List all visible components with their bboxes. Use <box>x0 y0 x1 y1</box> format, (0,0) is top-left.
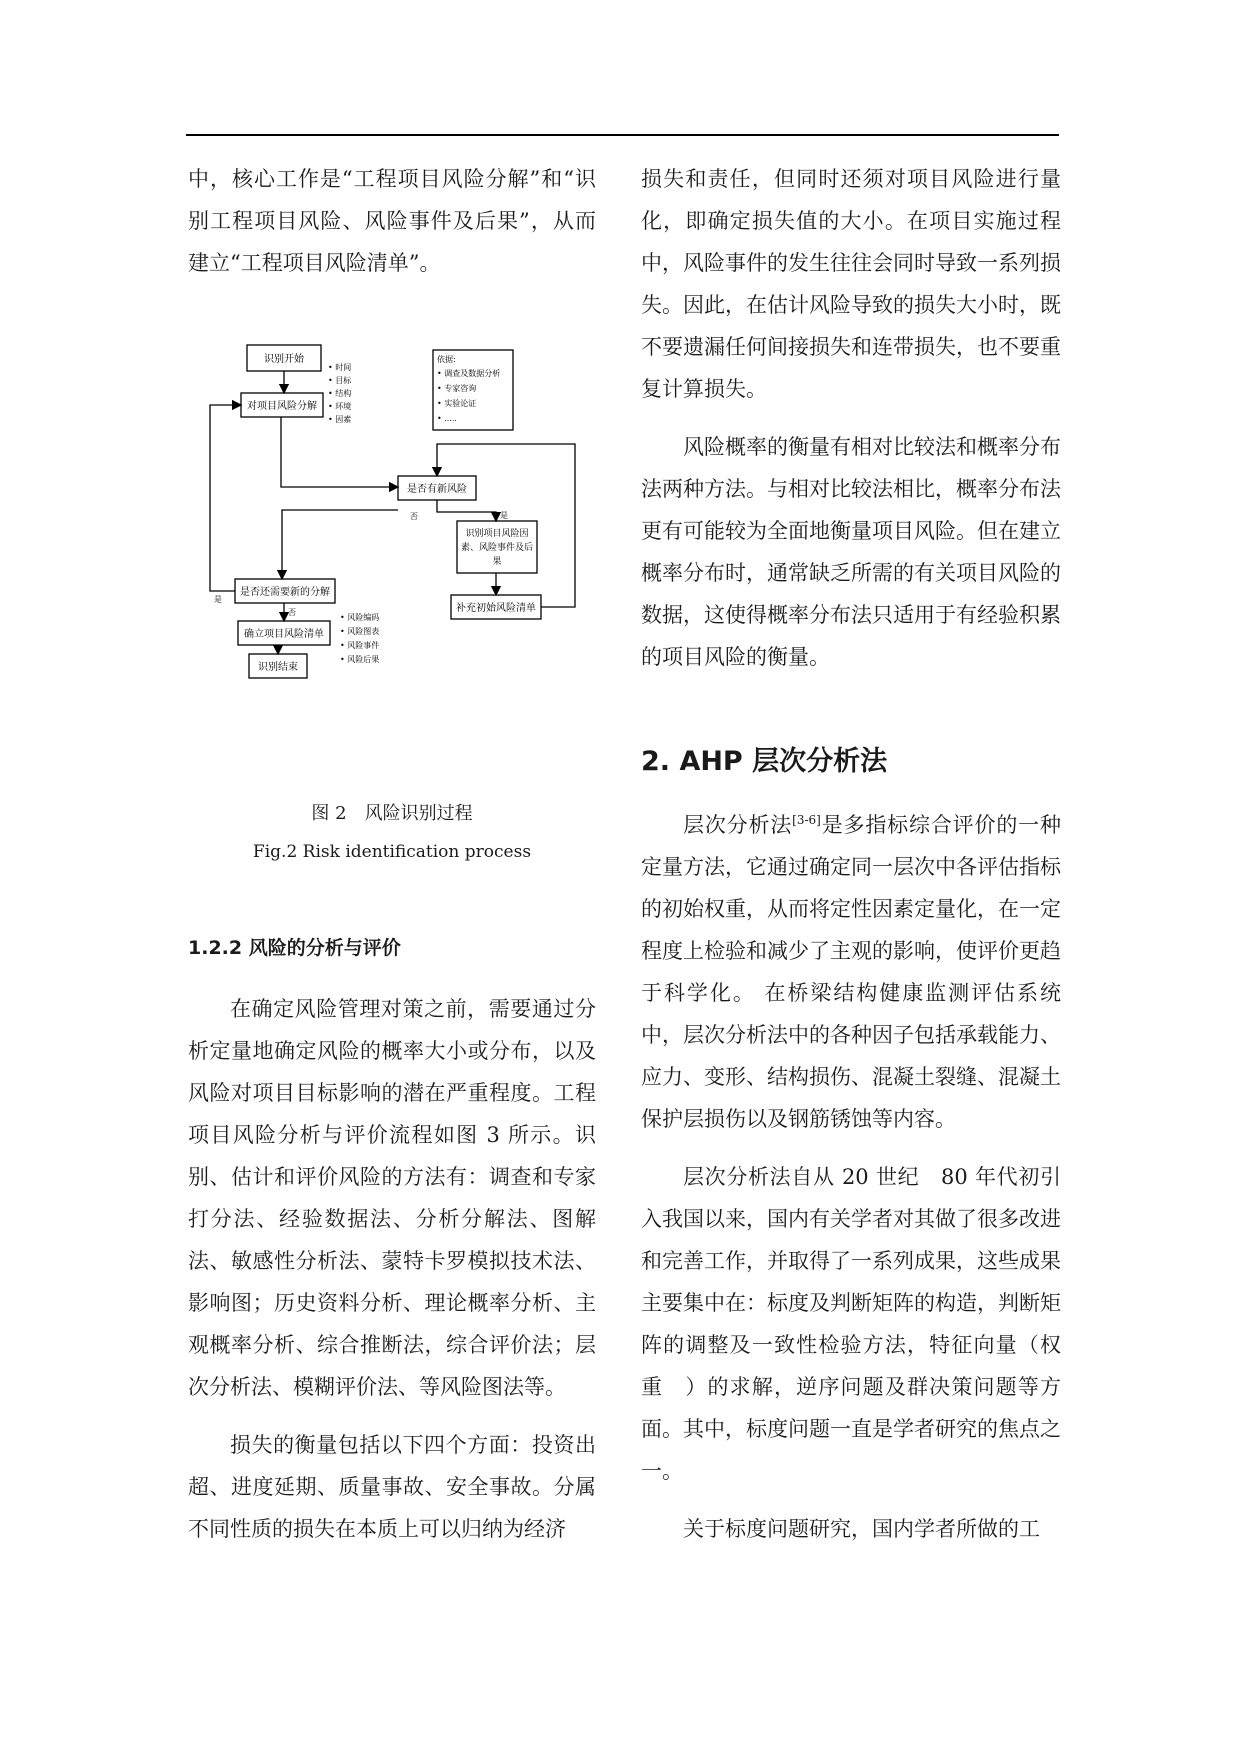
basis-item: • 实验论证 <box>437 399 477 408</box>
basis-item: • 调查及数据分析 <box>437 369 501 378</box>
citation: [3-6] <box>792 813 821 827</box>
no-label: 否 <box>288 608 296 617</box>
section-heading: 1.2.2 风险的分析与评价 <box>188 937 401 959</box>
left-list-item: • 时间 <box>328 363 352 372</box>
right-list-item: • 风险编码 <box>340 613 380 622</box>
paragraph <box>641 804 1061 1140</box>
paragraph-lead: 层次分析法 <box>683 813 793 837</box>
left-list-item: • 结构 <box>328 389 352 398</box>
paragraph: 关于标度问题研究，国内学者所做的工 <box>683 1517 1040 1541</box>
figure-caption-en: Fig.2 Risk identification process <box>252 842 532 862</box>
right-list-item: • 风险后果 <box>340 655 380 664</box>
need-decompose-label: 是否还需要新的分解 <box>240 587 330 598</box>
confirm-label: 确立项目风险清单 <box>244 629 324 640</box>
left-list-item: • 因素 <box>328 415 352 424</box>
header-rule <box>186 134 1059 136</box>
paragraph: 损失和责任，但同时还须对项目风险进行量化，即确定损失值的大小。在项目实施过程中，风险事件的发生往往会同时导致一系列损失。因此，在估计风险导致的损失大小时，既不要遗漏任何间接损失和连带损失，也不要重复计算损失。 <box>641 167 1061 401</box>
yes-label: 是 <box>214 595 222 604</box>
end-label: 识别结束 <box>258 662 298 673</box>
paragraph: 风险概率的衡量有相对比较法和概率分布法两种方法。与相对比较法相比，概率分布法更有可能较为全面地衡量项目风险。但在建立概率分布时，通常缺乏所需的有关项目风险的数据，这使得概率分布法只适用于有经验积累的项目风险的衡量。 <box>641 435 1061 669</box>
paragraph: 损失的衡量包括以下四个方面：投资出超、进度延期、质量事故、安全事故。分属不同性质的损失在本质上可以归纳为经济 <box>188 1433 596 1541</box>
left-column <box>188 158 596 1550</box>
identify-label: 识别项目风险因 <box>465 529 529 539</box>
no-label: 否 <box>410 512 418 521</box>
right-list-item: • 风险事件 <box>340 641 380 650</box>
new-risk-label: 是否有新风险 <box>407 484 467 495</box>
figure-caption-cn: 图 2 风险识别过程 <box>311 803 473 824</box>
decompose-label: 对项目风险分解 <box>247 401 317 412</box>
yes-label: 是 <box>500 511 508 520</box>
left-list-item: • 目标 <box>328 376 352 385</box>
paragraph-body: 是多指标综合评价的一种定量方法，它通过确定同一层次中各评估指标的初始权重，从而将定性因素定量化，在一定程度上检验和减少了主观的影响，使评价更趋于科学化。 在桥梁结构健康监测评估系统中，层次分析法中的各种因子包括承载能力、应力、变形、结构损伤、混凝土裂缝、混凝土保护层损伤以及钢筋锈蚀等内容。 <box>641 813 1062 1131</box>
supplement-label: 补充初始风险清单 <box>456 603 536 614</box>
paragraph: 在确定风险管理对策之前，需要通过分析定量地确定风险的概率大小或分布，以及风险对项目目标影响的潜在严重程度。工程项目风险分析与评价流程如图 3 所示。识别、估计和评价风险的方法有：调查和专家打分法、经验数据法、分析分解法、图解法、敏感性分析法、蒙特卡罗模拟技术法、影响图；历史资料分析、理论概率分析、主观概率分析、综合推断法，综合评价法；层次分析法、模糊评价法、等风险图法等。 <box>188 997 596 1399</box>
start-label: 识别开始 <box>264 354 304 365</box>
identify-label: 素、风险事件及后 <box>460 543 534 553</box>
paragraph: 层次分析法自从 20 世纪 80 年代初引入我国以来，国内有关学者对其做了很多改进和完善工作，并取得了一系列成果，这些成果主要集中在：标度及判断矩阵的构造，判断矩阵的调整及一致性检验方法，特征向量（权重 ）的求解，逆序问题及群决策问题等方面。其中，标度问题一直是学者研究的焦点之一。 <box>641 1165 1061 1483</box>
basis-item: • 专家咨询 <box>437 384 477 393</box>
right-list-item: • 风险图表 <box>340 627 380 636</box>
right-column <box>641 158 1061 1550</box>
flowchart <box>200 340 600 720</box>
paragraph: 中，核心工作是“工程项目风险分解”和“识别工程项目风险、风险事件及后果”，从而建立“工程项目风险清单”。 <box>188 167 596 275</box>
section-heading: 2. AHP 层次分析法 <box>641 746 888 777</box>
risk-identification-figure <box>188 340 596 760</box>
left-list-item: • 环境 <box>328 402 352 411</box>
basis-title: 依据: <box>437 355 456 364</box>
basis-item: • ..... <box>437 414 457 423</box>
identify-label: 果 <box>492 557 502 567</box>
